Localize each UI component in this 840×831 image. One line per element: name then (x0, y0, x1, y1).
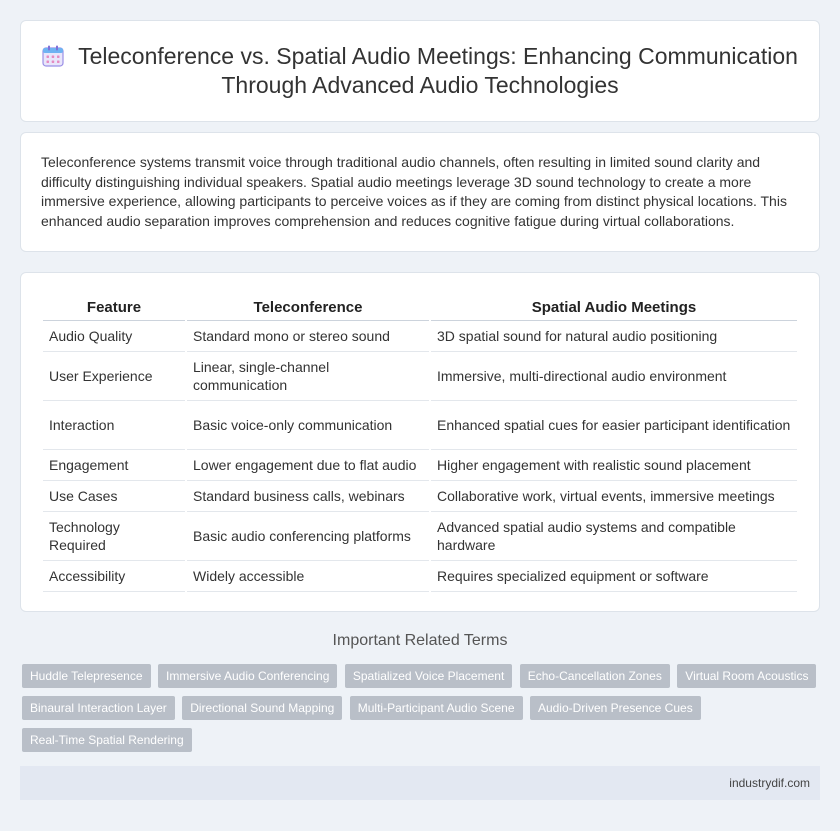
column-header: Feature (43, 295, 185, 321)
term-tag[interactable]: Virtual Room Acoustics (677, 664, 816, 688)
table-header-row (43, 295, 797, 321)
table-cell: Accessibility (43, 561, 185, 592)
table-cell: Collaborative work, virtual events, immersive meetings (431, 481, 797, 512)
term-tag[interactable]: Multi-Participant Audio Scene (350, 696, 523, 720)
footer-site[interactable]: industrydif.com (729, 776, 810, 790)
term-tag[interactable]: Directional Sound Mapping (182, 696, 342, 720)
table-cell: Immersive, multi-directional audio environment (431, 352, 797, 401)
term-tag[interactable]: Real-Time Spatial Rendering (22, 728, 192, 752)
term-tag[interactable]: Huddle Telepresence (22, 664, 151, 688)
intro-text: Teleconference systems transmit voice through traditional audio channels, often resulting in limited sound clarity and difficulty distinguishing individual speakers. Spatial audio meetings leverage 3D sound technology to create a more immersive experience, allowing participants to perceive voices as if they are coming from distinct physical locations. This enhanced audio separation improves comprehension and reduces cognitive fatigue during virtual collaborations. (41, 154, 787, 229)
table-row (43, 512, 797, 561)
table-cell: Linear, single-channel communication (187, 352, 429, 401)
page-title (21, 42, 819, 100)
page-title-text: Teleconference vs. Spatial Audio Meetings: Enhancing Communication Through Advanced Audio Technologies (78, 43, 798, 98)
table-row (43, 450, 797, 481)
column-header: Spatial Audio Meetings (431, 295, 797, 321)
column-header: Teleconference (187, 295, 429, 321)
table-cell: Standard mono or stereo sound (187, 321, 429, 352)
table-cell: Engagement (43, 450, 185, 481)
footer (20, 766, 820, 800)
table-cell: Lower engagement due to flat audio (187, 450, 429, 481)
table-cell: Widely accessible (187, 561, 429, 592)
term-tag[interactable]: Audio-Driven Presence Cues (530, 696, 701, 720)
table-cell: Interaction (43, 401, 185, 450)
table-cell: Audio Quality (43, 321, 185, 352)
table-cell: Technology Required (43, 512, 185, 561)
table-cell: Basic voice-only communication (187, 401, 429, 450)
table-row (43, 481, 797, 512)
related-terms-heading: Important Related Terms (332, 632, 508, 649)
intro-card (20, 132, 820, 252)
comparison-table (41, 295, 799, 592)
table-cell: Enhanced spatial cues for easier participant identification (431, 401, 797, 450)
term-tag[interactable]: Echo-Cancellation Zones (520, 664, 670, 688)
table-cell: User Experience (43, 352, 185, 401)
calendar-icon (42, 45, 64, 67)
table-cell: 3D spatial sound for natural audio positioning (431, 321, 797, 352)
term-tag[interactable]: Immersive Audio Conferencing (158, 664, 337, 688)
table-cell: Advanced spatial audio systems and compatible hardware (431, 512, 797, 561)
title-card (20, 20, 820, 122)
table-cell: Use Cases (43, 481, 185, 512)
term-tag[interactable]: Spatialized Voice Placement (345, 664, 512, 688)
table-cell: Standard business calls, webinars (187, 481, 429, 512)
table-row (43, 561, 797, 592)
table-cell: Basic audio conferencing platforms (187, 512, 429, 561)
table-row (43, 352, 797, 401)
term-tag[interactable]: Binaural Interaction Layer (22, 696, 175, 720)
table-cell: Higher engagement with realistic sound placement (431, 450, 797, 481)
related-terms-list (22, 664, 822, 760)
table-row (43, 321, 797, 352)
table-cell: Requires specialized equipment or software (431, 561, 797, 592)
comparison-card (20, 272, 820, 612)
table-row (43, 401, 797, 450)
